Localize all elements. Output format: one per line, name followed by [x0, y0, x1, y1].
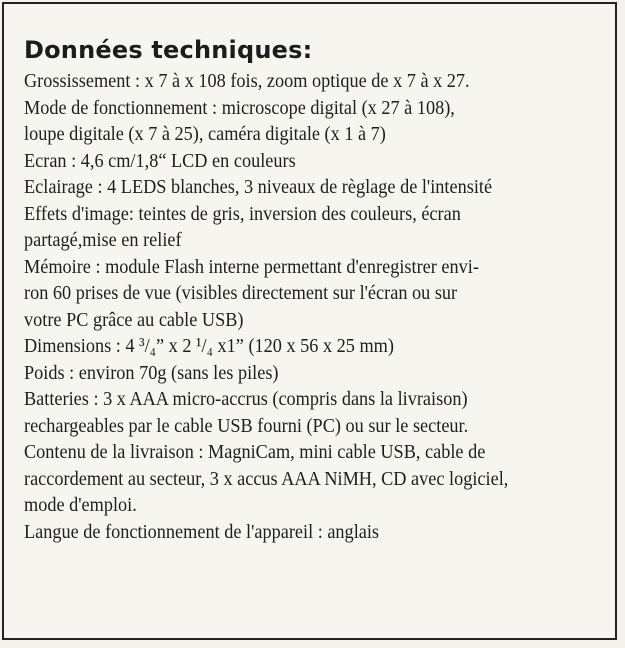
spec-line-contents: Contenu de la livraison : MagniCam, mini cable USB, cable de: [24, 441, 486, 463]
spec-line-image-effects-cont: partagé,mise en relief: [24, 229, 182, 251]
spec-line-screen: Ecran : 4,6 cm/1,8“ LCD en couleurs: [24, 149, 296, 172]
spec-line-image-effects: Effets d'image: teintes de gris, inversion des couleurs, écran: [24, 202, 461, 225]
spec-box: [2, 2, 617, 640]
spec-line-memory: Mémoire : module Flash interne permettant d'enregistrer envi-: [24, 255, 479, 278]
spec-list: [24, 68, 614, 545]
spec-line-batteries-cont: rechargeables par le cable USB fourni (PC) ou sur le secteur.: [24, 414, 469, 437]
section-title: Données techniques:: [24, 36, 313, 64]
spec-line-dimensions: Dimensions : 4 ³/₄” x 2 ¹/₄ x1” (120 x 56 x 25 mm): [24, 335, 394, 357]
spec-line-memory-cont-2: votre PC grâce au cable USB): [24, 308, 244, 331]
spec-line-contents-cont: raccordement au secteur, 3 x accus AAA NiMH, CD avec logiciel,: [24, 467, 509, 490]
spec-line-memory-cont: ron 60 prises de vue (visibles directement sur l'écran ou sur: [24, 282, 458, 304]
spec-line-contents-cont-2: mode d'emploi.: [24, 494, 137, 516]
spec-line-operating-mode-cont: loupe digitale (x 7 à 25), caméra digitale (x 1 à 7): [24, 123, 386, 145]
spec-line-operating-mode: Mode de fonctionnement : microscope digital (x 27 à 108),: [24, 96, 455, 119]
spec-line-batteries: Batteries : 3 x AAA micro-accrus (compris dans la livraison): [24, 388, 468, 410]
spec-line-lighting: Eclairage : 4 LEDS blanches, 3 niveaux de règlage de l'intensité: [24, 176, 493, 198]
spec-line-weight: Poids : environ 70g (sans les piles): [24, 361, 279, 384]
spec-line-magnification: Grossissement : x 7 à x 108 fois, zoom optique de x 7 à x 27.: [24, 70, 470, 92]
spec-line-language: Langue de fonctionnement de l'appareil : anglais: [24, 520, 380, 543]
